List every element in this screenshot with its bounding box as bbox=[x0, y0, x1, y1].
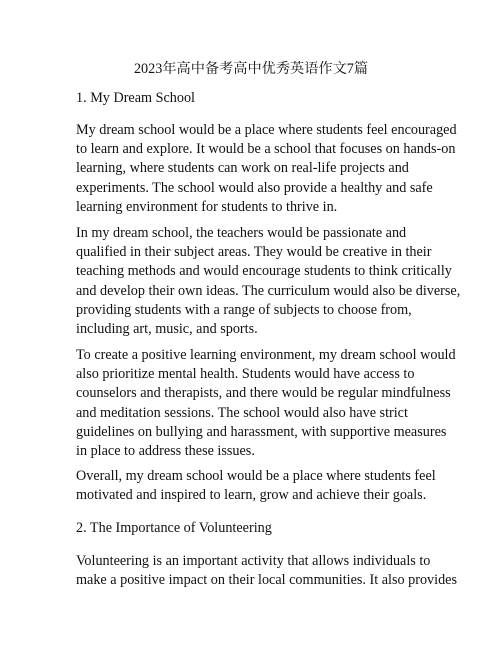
paragraph-line: motivated and inspired to learn, grow and achieve their goals. bbox=[76, 487, 427, 504]
paragraph-line: Overall, my dream school would be a place where students feel bbox=[76, 468, 436, 484]
paragraph-line: and develop their own ideas. The curriculum would also be diverse, bbox=[76, 282, 461, 299]
paragraph-line: counselors and therapists, and there would be regular mindfulness bbox=[76, 385, 451, 402]
paragraph-line: also prioritize mental health. Students would have access to bbox=[76, 366, 415, 383]
paragraph-4 bbox=[76, 467, 436, 505]
section-heading-2: 2. The Importance of Volunteering bbox=[76, 520, 272, 536]
paragraph-line: guidelines on bullying and harassment, with supportive measures bbox=[76, 423, 447, 440]
paragraph-line: In my dream school, the teachers would be passionate and bbox=[76, 225, 407, 241]
paragraph-line: experiments. The school would also provide a healthy and safe bbox=[76, 179, 433, 196]
paragraph-line: to learn and explore. It would be a school that focuses on hands-on bbox=[76, 141, 456, 158]
paragraph-line: providing students with a range of subjects to choose from, bbox=[76, 301, 412, 318]
paragraph-line: My dream school would be a place where students feel encouraged bbox=[76, 122, 457, 138]
paragraph-line: learning environment for students to thrive in. bbox=[76, 198, 338, 215]
paragraph-5 bbox=[76, 552, 457, 590]
document-title: 2023年高中备考高中优秀英语作文7篇 bbox=[133, 61, 369, 77]
paragraph-line: including art, music, and sports. bbox=[76, 321, 258, 338]
paragraph-line: and meditation sessions. The school would also have strict bbox=[76, 404, 408, 421]
paragraph-line: learning, where students can work on real-life projects and bbox=[76, 160, 409, 177]
paragraph-line: in place to address these issues. bbox=[76, 443, 255, 460]
paragraph-line: make a positive impact on their local communities. It also provides bbox=[76, 572, 457, 589]
paragraph-3 bbox=[76, 346, 456, 461]
paragraph-line: teaching methods and would encourage students to think critically bbox=[76, 263, 452, 280]
section-heading-1: 1. My Dream School bbox=[76, 90, 196, 106]
paragraph-line: Volunteering is an important activity that allows individuals to bbox=[76, 553, 431, 569]
paragraph-2 bbox=[76, 224, 461, 339]
paragraph-1 bbox=[76, 121, 457, 217]
paragraph-line: qualified in their subject areas. They would be creative in their bbox=[76, 244, 432, 261]
paragraph-line: To create a positive learning environment, my dream school would bbox=[76, 347, 456, 363]
